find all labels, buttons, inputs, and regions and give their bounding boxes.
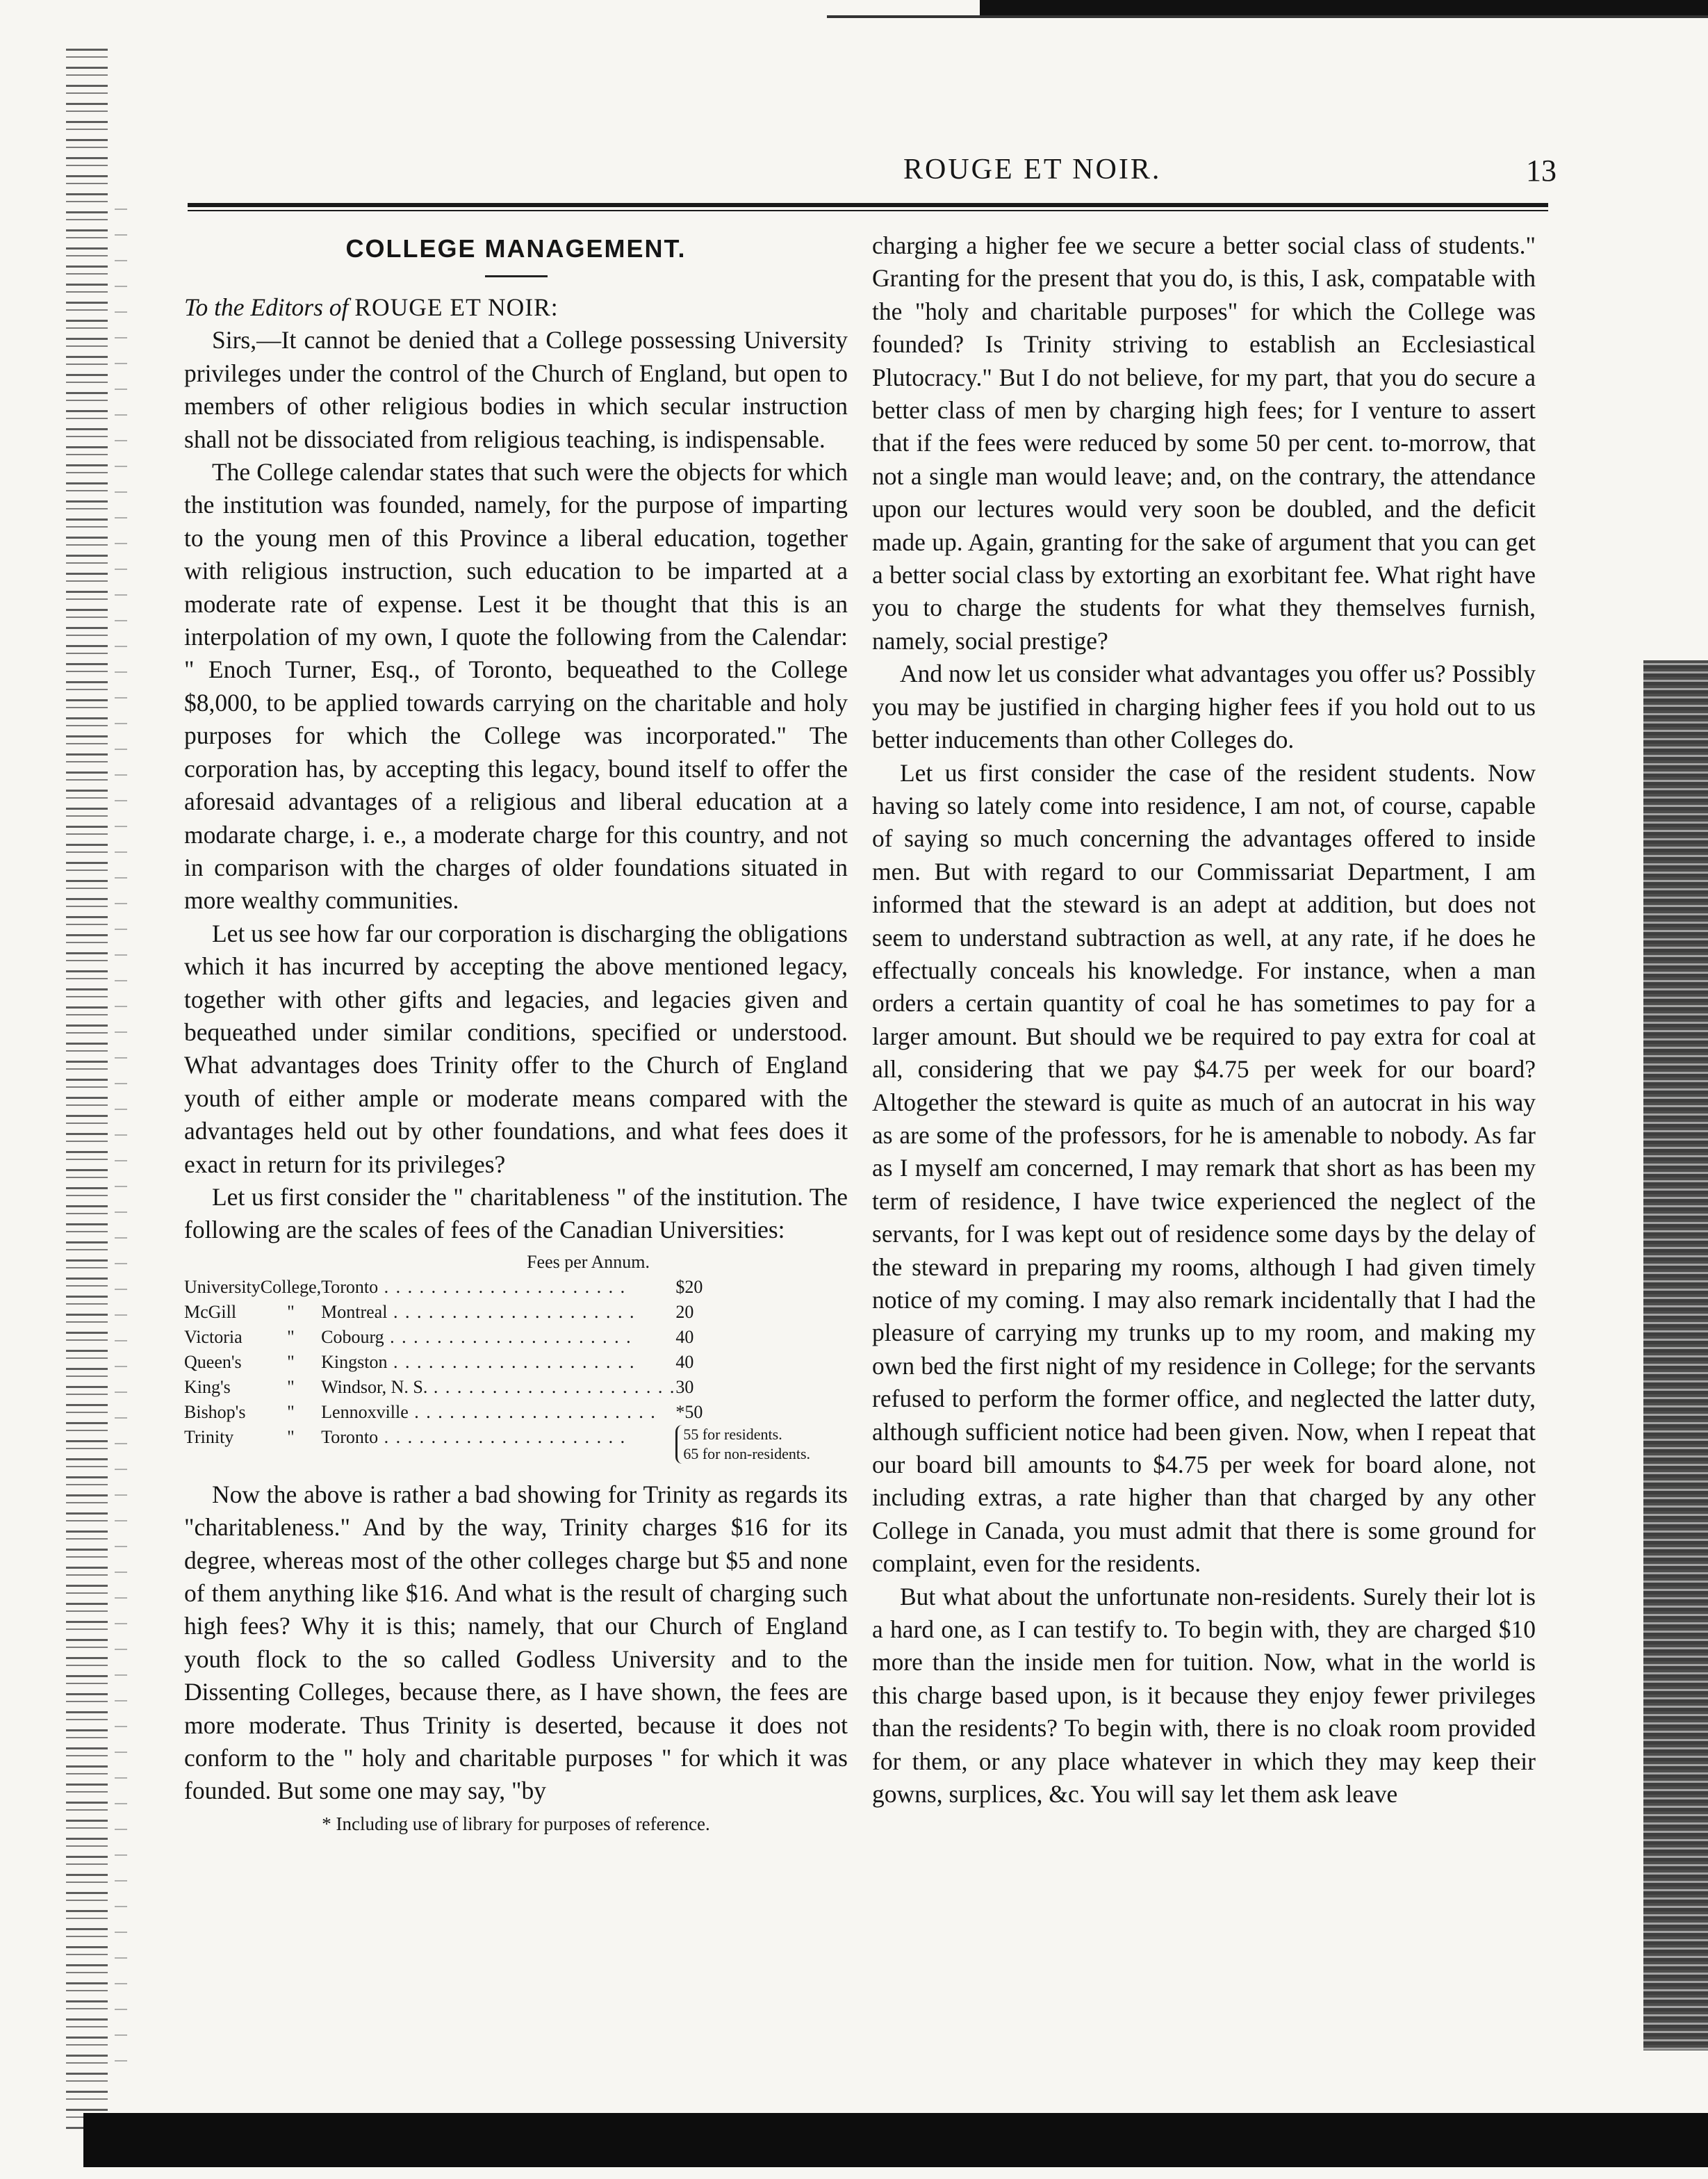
table-row (184, 1300, 810, 1325)
ditto-cell: " (287, 1326, 295, 1347)
university-cell: Queen's (184, 1351, 242, 1372)
city-cell: Kingston . . . . . . . . . . . . . . . . . . . . . (321, 1351, 636, 1372)
scan-edge-right (1643, 660, 1708, 2050)
paragraph: And now let us consider what advantages you offer us? Possibly you may be justified in charging higher fees if you hold out to us better inducements than other Colleges do. (872, 660, 1536, 754)
ditto-cell: " (287, 1376, 295, 1397)
header-rule-thin (188, 210, 1548, 211)
university-cell: Trinity (184, 1426, 234, 1447)
city-name: Toronto (321, 1276, 379, 1297)
article-heading: COLLEGE MANAGEMENT. (345, 234, 687, 263)
paragraph: Sirs,—It cannot be denied that a College possessing University privileges under the control of the Church of England, but open to members of other religious bodies in which secular instruction shall not be dissociated from religious teaching, is indispensable. (184, 326, 848, 453)
city-cell: Toronto . . . . . . . . . . . . . . . . . . . . . (321, 1426, 627, 1447)
fee-cell: 40 (675, 1326, 694, 1347)
ditto-cell: " (287, 1351, 295, 1372)
fee-cell: 30 (675, 1376, 694, 1397)
page-header (167, 153, 1557, 202)
heading-rule (485, 275, 548, 277)
left-column (184, 229, 848, 1841)
table-row (184, 1275, 810, 1300)
header-rule (188, 203, 1548, 207)
salutation-prefix: To the Editors of (184, 293, 355, 321)
table-row (184, 1425, 810, 1466)
paragraph: Let us see how far our corporation is discharging the obligations which it has incurred by accepting the above mentioned legacy, together with other gifts and legacies, and legacies given and bequeathed under similar conditions, specified or understood. What advantages does Trinity offer to the Church of England youth of either ample or moderate means compared with the advantages held out by other foundations, and what fees does it exact in return for its privileges? (184, 919, 848, 1178)
scan-border-bottom (83, 2113, 1708, 2167)
fee-residents: 55 for residents. (683, 1425, 782, 1443)
paragraph: The College calendar states that such were the objects for which the institution was founded, namely, for the purpose of imparting to the young men of this Province a liberal education, together with religious instruction, such education to be imparted at a moderate rate of expense. Lest it be thought that this is an interpolation of my own, I quote the following from the Calendar: " Enoch Turner, Esq., of Toronto, bequeathed to the College $8,000, to be applied towards carrying on the charitable and holy purposes for which the College was incorporated." The corporation has, by accepting this legacy, bound itself to offer the aforesaid advantages of a religious and liberal education at a modarate charge, i. e., a moderate charge for this country, and not in comparison with the charges of older foundations situated in more wealthy communities. (184, 458, 848, 915)
salutation (184, 291, 848, 324)
fee-cell: 20 (675, 1301, 694, 1322)
city-cell: Montreal . . . . . . . . . . . . . . . . . . . . . (321, 1301, 636, 1322)
paragraph: Let us first consider the " charitableness " of the institution. The following are the scales of fees of the Canadian Universities: (184, 1182, 848, 1244)
fee-cell (675, 1425, 810, 1466)
table-row (184, 1400, 810, 1425)
city-cell: Cobourg . . . . . . . . . . . . . . . . . . . . . (321, 1326, 632, 1347)
paragraph: Let us first consider the case of the resident students. Now having so lately come into residence, I am not, of course, capable of saying so much concerning the advantages offered to inside men. But with regard to our Commissariat Department, I am informed that the steward is an adept at addition, but does not seem to understand subtraction as well, at any rate, if he does he effectually conceals his knowledge. For instance, when a man orders a certain quantity of coal he has sometimes to pay for a larger amount. But should we be required to pay extra for coal at all, considering that we pay $4.75 per week for our board? Altogether the steward is quite as much of an autocrat in his way as are some of the professors, for he is amenable to nobody. As far as I myself am concerned, I may remark that short as has been my term of residence, I have twice experienced the neglect of the servants, for I was kept out of residence some days by the delay of the steward in preparing my rooms, although I had given timely notice of my coming. I may also remark incidentally that I had the pleasure of carrying my trunks up to my room, and making my own bed the first night of my residence in College; for the servants refused to perform the former office, and neglected the latter duty, although sufficient notice had been given. Now, when I repeat that our board bill amounts to $4.75 per week for board alone, not including extras, a rate higher than that charged by any other College in Canada, you must admit that there is some ground for complaint, even for the residents. (872, 758, 1536, 1578)
city-name: Lennoxville (321, 1401, 409, 1422)
paragraph: Now the above is rather a bad showing for Trinity as regards its "charitableness." And by the way, Trinity charges $16 for its degree, whereas most of the other colleges charge but $5 and none of them anything like $16. And what is the result of charging such high fees? Why it is this; namely, that our Church of England youth flock to the so called Godless University and to the Dissenting Colleges, because there, as I have shown, the fees are more moderate. Thus Trinity is deserted, because it does not conform to the " holy and charitable purposes " for which it was founded. But some one may say, "by (184, 1480, 848, 1805)
city-name: Cobourg (321, 1326, 384, 1347)
scan-edge-left (66, 49, 108, 2134)
table-row (184, 1350, 810, 1375)
city-cell: Lennoxville . . . . . . . . . . . . . . . . . . . . . (321, 1401, 657, 1422)
fee-cell: 40 (675, 1351, 694, 1372)
scan-border-top-thin (827, 15, 1708, 18)
fees-table-body (184, 1275, 810, 1466)
footnote: * Including use of library for purposes of reference. (322, 1813, 710, 1834)
city-name: Windsor, N. S. (321, 1376, 428, 1397)
page-number: 13 (1526, 154, 1557, 188)
university-cell: King's (184, 1376, 231, 1397)
university-cell: McGill (184, 1301, 237, 1322)
fee-non-residents: 65 for non-residents. (683, 1444, 811, 1462)
city-cell: Windsor, N. S. . . . . . . . . . . . . . . . . . . . . . (321, 1376, 676, 1397)
fees-table (184, 1250, 811, 1466)
paragraph: charging a higher fee we secure a better social class of students." Granting for the present that you do, is this, I ask, compatable with the "holy and charitable purposes" for which the College was founded? Is Trinity striving to establish an Ecclesiastical Plutocracy." But I do not believe, for my part, that you do secure a better class of men by charging high fees; for I venture to assert that if the fees were reduced by some 50 per cent. to-morrow, that not a single man would leave; and, on the contrary, the attendance upon our lectures would very soon be doubled, and the deficit made up. Again, granting for the sake of argument that you can get a better social class by extorting an exorbitant fee. What right have you to charge the students for what they themselves furnish, namely, social prestige? (872, 231, 1536, 655)
ditto-cell: " (287, 1426, 295, 1447)
fee-cell: $20 (675, 1276, 703, 1297)
ditto-cell: " (287, 1301, 295, 1322)
city-name: Montreal (321, 1301, 388, 1322)
city-name: Toronto (321, 1426, 379, 1447)
university-cell: Victoria (184, 1326, 243, 1347)
scan-border-top (980, 0, 1708, 15)
fee-cell: *50 (675, 1401, 703, 1422)
university-cell: Bishop's (184, 1401, 246, 1422)
city-cell: Toronto . . . . . . . . . . . . . . . . . . . . . (321, 1276, 627, 1297)
trinity-fee-brace (675, 1425, 810, 1464)
ditto-cell: College, (260, 1276, 322, 1297)
salutation-name: ROUGE ET NOIR: (354, 293, 559, 321)
table-row (184, 1375, 810, 1400)
city-name: Kingston (321, 1351, 388, 1372)
scan-edge-left-specks (115, 209, 127, 2085)
university-cell: University (184, 1276, 261, 1297)
running-title: ROUGE ET NOIR. (903, 154, 1162, 186)
table-row (184, 1325, 810, 1350)
ditto-cell: " (287, 1401, 295, 1422)
right-column (872, 229, 1536, 1811)
paragraph: But what about the unfortunate non-residents. Surely their lot is a hard one, as I can testify to. To begin with, they are charged $10 more than the inside men for tuition. Now, what in the world is this charge based upon, is it because they enjoy fewer privileges than the residents? To begin with, there is no cloak room provided for them, or any place whatever in which they may keep their gowns, surplices, &c. You will say let them ask leave (872, 1582, 1536, 1809)
fees-table-header: Fees per Annum. (527, 1251, 650, 1272)
